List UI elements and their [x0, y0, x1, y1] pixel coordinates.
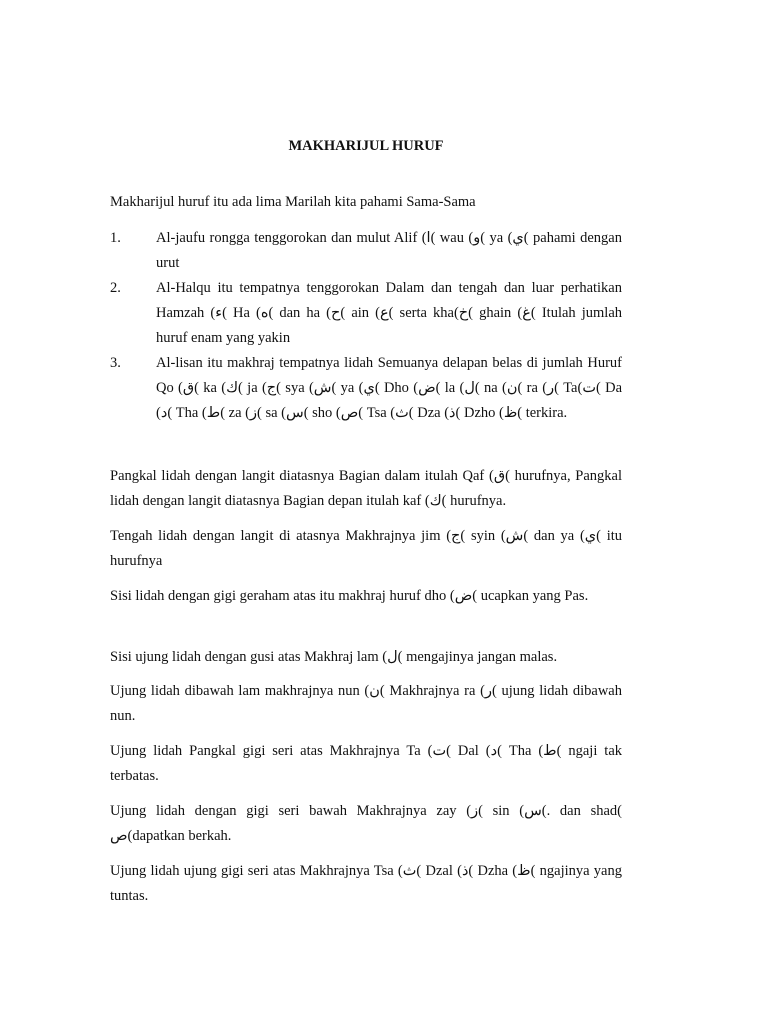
list-item-text: Al-lisan itu makhraj tempatnya lidah Semuanya delapan belas di jumlah Huruf Qo (ق( ka (ك( ja (ج( sya (ش( ya (ي( Dho (ض( la (ل( na (ن( ra (ر( Ta(ت( Da (د( Tha (ط( za (ز( sa (س( sho (ص( Tsa (ث( Dza (ذ( Dzho (ظ( terkira. [156, 355, 623, 421]
list-item [110, 276, 622, 351]
list-item [110, 226, 622, 276]
paragraph-qaf-kaf: Pangkal lidah dengan langit diatasnya Bagian dalam itulah Qaf (ق( hurufnya, Pangkal lidah dengan langit diatasnya Bagian depan itulah kaf (ك( hurufnya. [110, 468, 623, 509]
list-item-text: Al-jaufu rongga tenggorokan dan mulut Alif (ا( wau (و( ya (ي( pahami dengan urut [156, 230, 622, 271]
paragraph-ta-dal-tha: Ujung lidah Pangkal gigi seri atas Makhrajnya Ta (ت( Dal (د( Tha (ط( ngaji tak terbatas. [110, 743, 623, 784]
list-item [110, 351, 622, 426]
list-item-text: Al-Halqu itu tempatnya tenggorokan Dalam dan tengah dan luar perhatikan Hamzah (ء( Ha (ه( dan ha (ح( ain (ع( serta kha(خ( ghain (غ( Itulah jumlah huruf enam yang yakin [156, 280, 623, 346]
list-number: 1. [110, 230, 121, 246]
paragraph-tsa-dzal-dzha: Ujung lidah ujung gigi seri atas Makhrajnya Tsa (ث( Dzal (ذ( Dzha (ظ( ngajinya yang tuntas. [110, 863, 622, 904]
paragraph-zay-sin-shad: Ujung lidah dengan gigi seri bawah Makhrajnya zay (ز( sin (س(. dan shad( ص(dapatkan berkah. [110, 803, 622, 844]
numbered-list [110, 226, 622, 426]
page-title: MAKHARIJUL HURUF [288, 138, 444, 154]
list-number: 3. [110, 355, 121, 371]
list-number: 2. [110, 280, 121, 296]
paragraph-nun-ra: Ujung lidah dibawah lam makhrajnya nun (ن( Makhrajnya ra (ر( ujung lidah dibawah nun. [110, 683, 622, 724]
paragraph-jim-syin-ya: Tengah lidah dengan langit di atasnya Makhrajnya jim (ج( syin (ش( dan ya (ي( itu hurufnya [110, 528, 623, 569]
intro-paragraph: Makharijul huruf itu ada lima Marilah kita pahami Sama-Sama [110, 194, 476, 210]
paragraph-dho: Sisi lidah dengan gigi geraham atas itu makhraj huruf dho (ض( ucapkan yang Pas. [110, 588, 589, 604]
paragraph-lam: Sisi ujung lidah dengan gusi atas Makhraj lam (ل( mengajinya jangan malas. [110, 649, 558, 665]
